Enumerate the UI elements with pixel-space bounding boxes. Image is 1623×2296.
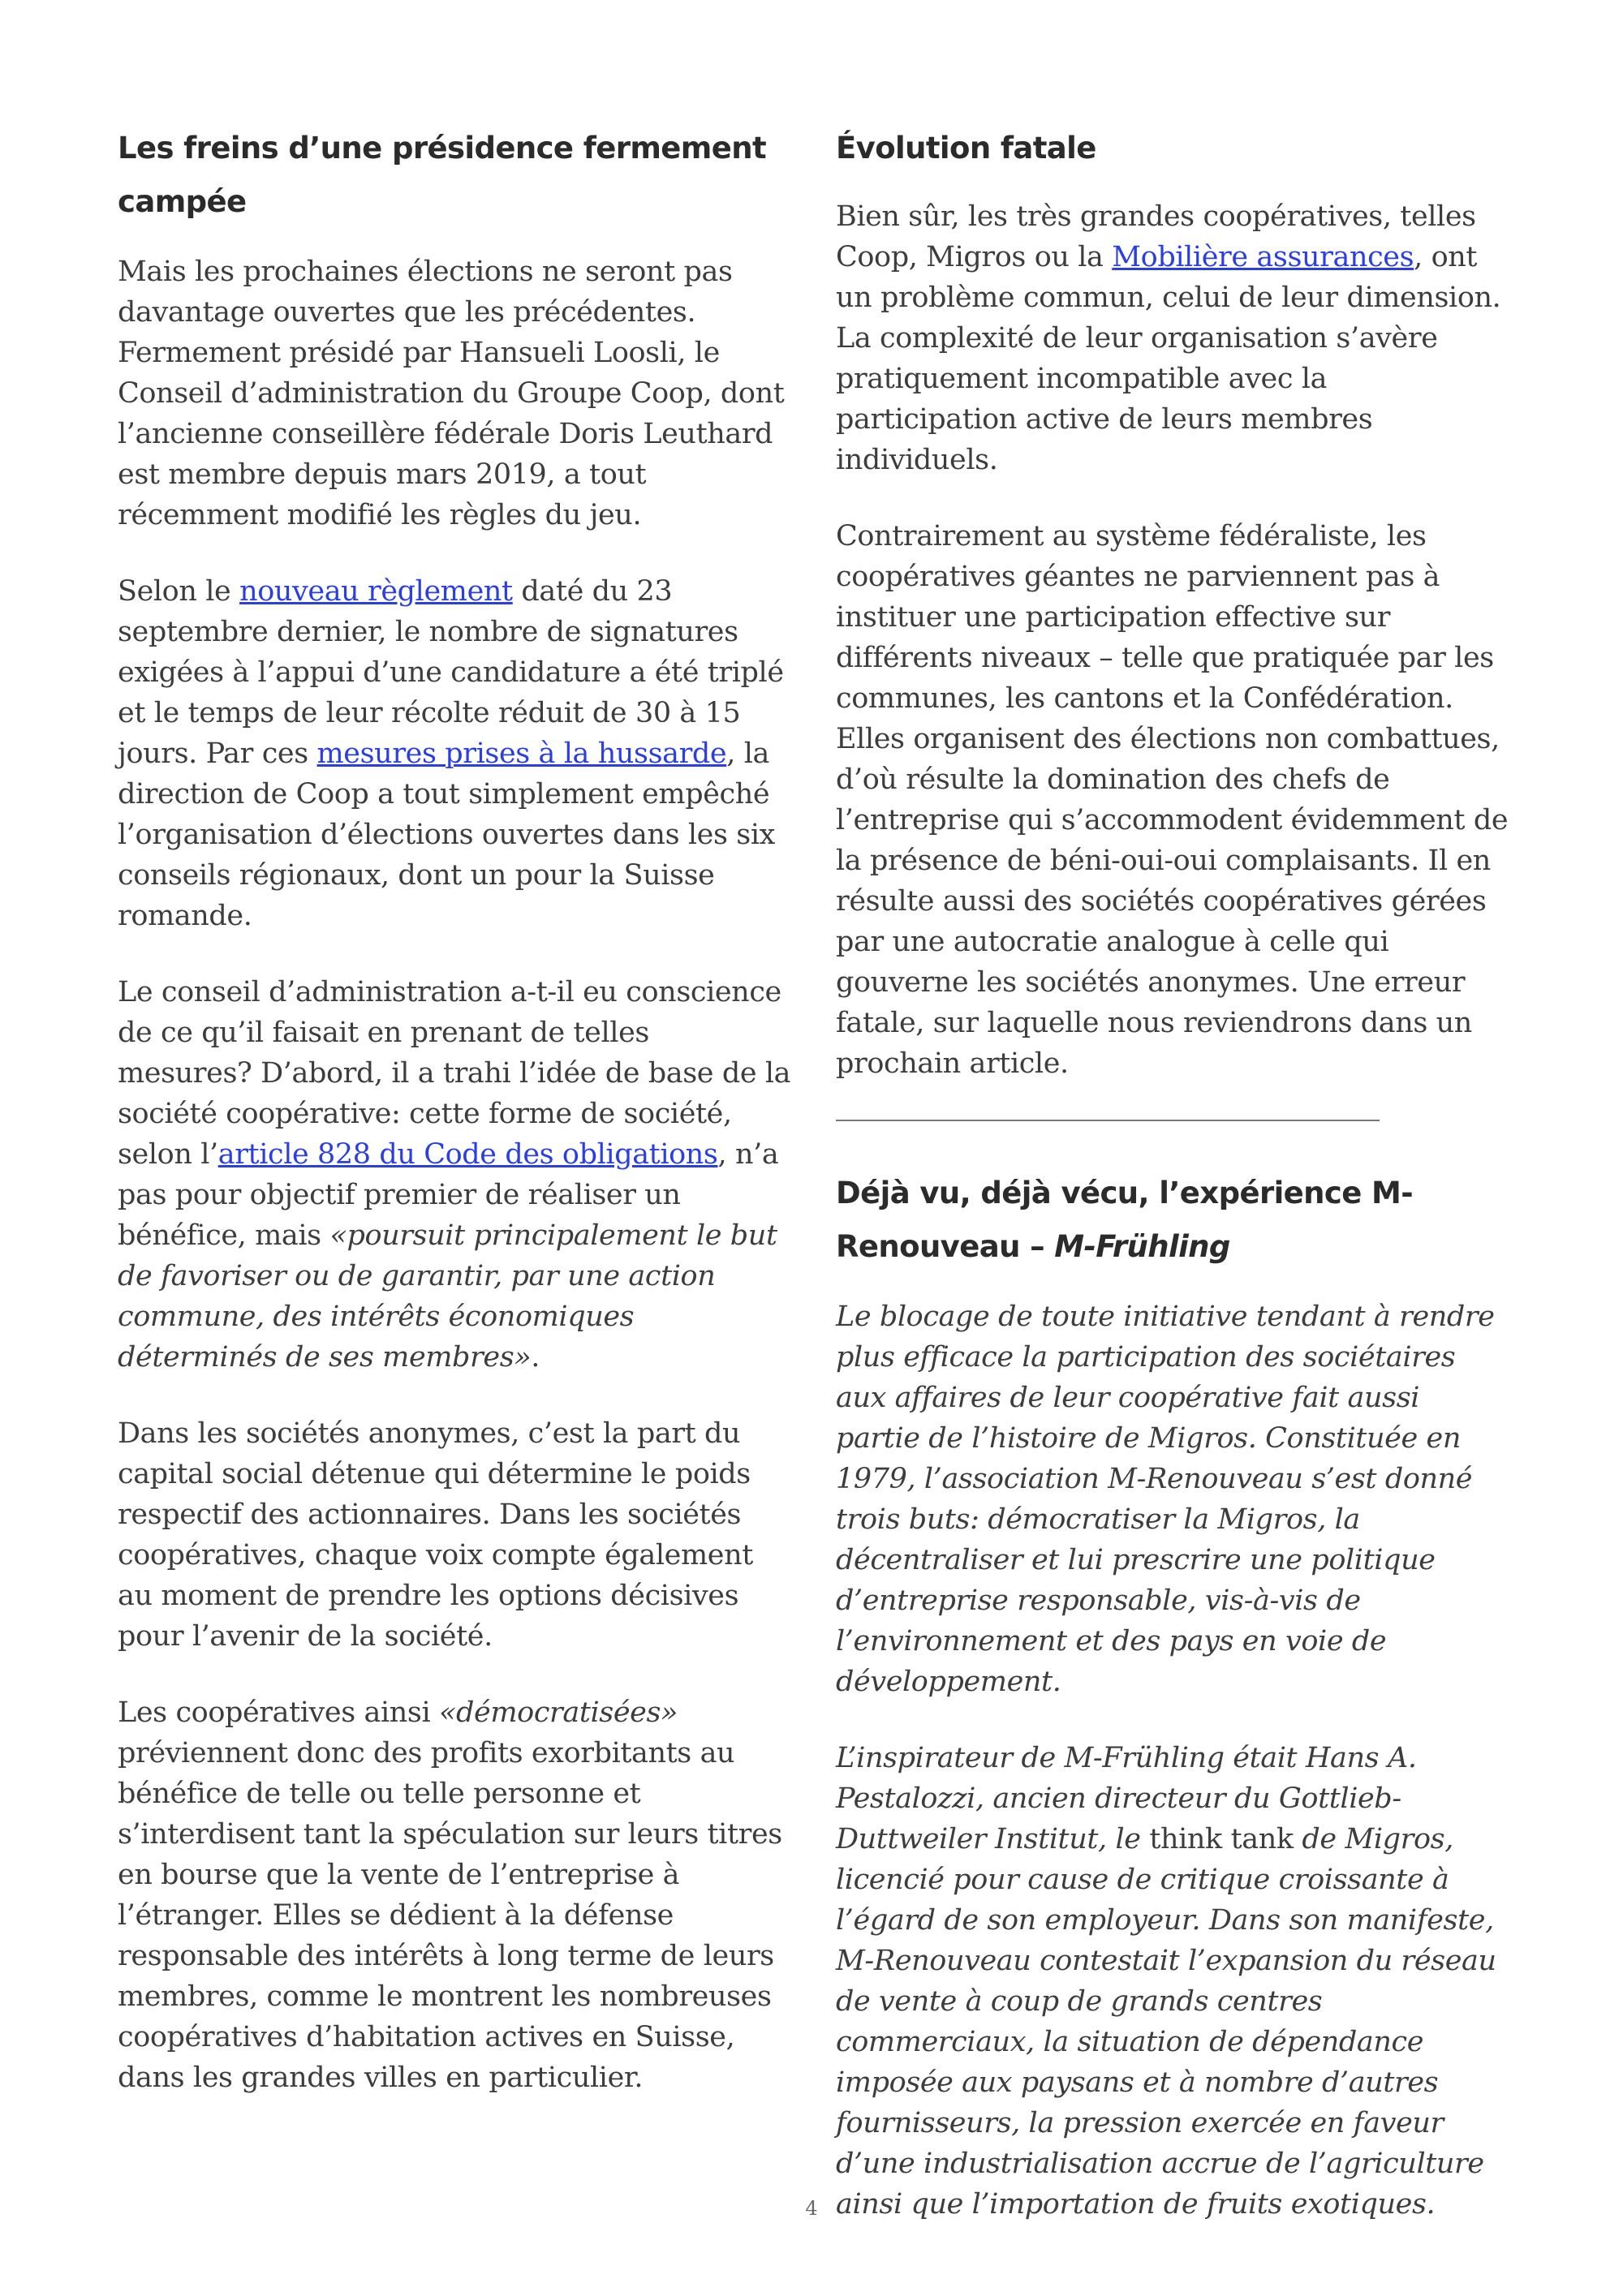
link-article-828[interactable]: article 828 du Code des obligations — [217, 1138, 718, 1171]
section-divider — [836, 1120, 1380, 1121]
section-heading-freins: Les freins d’une présidence fermement campée — [118, 131, 767, 219]
paragraph: Mais les prochaines élections ne seront pas davantage ouvertes que les précédentes. Fermement présidé par Hansueli Loosli, le Conseil d’administration du Groupe Coop, dont l’ancienne conseillère fédérale Doris Leuthard est membre depuis mars 2019, a tout récemment modifié les règles du jeu. — [118, 256, 785, 531]
link-mobiliere-assurances[interactable]: Mobilière assurances — [1112, 241, 1414, 273]
left-column — [118, 122, 791, 2134]
quote-text: «démocratisées» — [439, 1696, 678, 1729]
paragraph: Contrairement au système fédéraliste, les coopératives géantes ne parviennent pas à instituer une participation effective sur différents niveaux – telle que pratiquée par les communes, les cantons et la Confédération. Elles organisent des élections non combattues, d’où résulte la domination des chefs de l’entreprise qui s’accommodent évidemment de la présence de béni-oui-oui complaisants. Il en résulte aussi des sociétés coopératives gérées par une autocratie analogue à celle qui gouverne les sociétés anonymes. Une erreur fatale, sur laquelle nous reviendrons dans un prochain article. — [836, 520, 1509, 1080]
link-mesures-hussarde[interactable]: mesures prises à la hussarde — [316, 737, 727, 770]
roman-term: think tank — [1149, 1823, 1294, 1855]
right-column — [836, 122, 1509, 2260]
paragraph: Les coopératives ainsi «démocratisées» préviennent donc des profits exorbitants au bénéfice de telle ou telle personne et s’interdisent tant la spéculation sur leurs titres en bourse que la vente de l’entreprise à l’étranger. Elles se dédient à la défense responsable des intérêts à long terme de leurs membres, comme le montrent les nombreuses coopératives d’habitation actives en Suisse, dans les grandes villes en particulier. — [118, 1696, 782, 2094]
heading-italic: M-Frühling — [1054, 1229, 1230, 1264]
paragraph: Bien sûr, les très grandes coopératives, telles Coop, Migros ou la Mobilière assurances, ont un problème commun, celui de leur dimension. La complexité de leur organisation s’avère pratiquement incompatible avec la participation active de leurs membres individuels. — [836, 200, 1501, 476]
section-heading-evolution: Évolution fatale — [836, 131, 1096, 166]
paragraph: L’inspirateur de M-Frühling était Hans A. Pestalozzi, ancien directeur du Gottlieb-Duttweiler Institut, le think tank de Migros, licencié pour cause de critique croissante à l’égard de son employeur. Dans son manifeste, M-Renouveau contestait l’expansion du réseau de vente à coup de grands centres commerciaux, la situation de dépendance imposée aux paysans et à nombre d’autres fournisseurs, la pression exercée en faveur d’une industrialisation accrue de l’agriculture ainsi que l’importation de fruits exotiques. — [836, 1742, 1496, 2221]
paragraph: Selon le nouveau règlement daté du 23 septembre dernier, le nombre de signatures exigées à l’appui d’une candidature a été triplé et le temps de leur récolte réduit de 30 à 15 jours. Par ces mesures prises à la hussarde, la direction de Coop a tout simplement empêché l’organisation d’élections ouvertes dans les six conseils régionaux, dont un pour la Suisse romande. — [118, 575, 784, 932]
italic-excerpt — [836, 1296, 1509, 2225]
quote-text: «poursuit principalement le but de favoriser ou de garantir, par une action commune, des intérêts économiques déterminés de ses membres» — [118, 1219, 777, 1374]
link-nouveau-reglement[interactable]: nouveau règlement — [239, 575, 513, 608]
paragraph: Le blocage de toute initiative tendant à rendre plus efficace la participation des sociétaires aux affaires de leur coopérative fait aussi partie de l’histoire de Migros. Constituée en 1979, l’association M-Renouveau s’est donné trois buts: démocratiser la Migros, la décentraliser et lui prescrire une politique d’entreprise responsable, vis-à-vis de l’environnement et des pays en voie de développement. — [836, 1301, 1495, 1698]
section-heading-m-renouveau: Déjà vu, déjà vécu, l’expérience M-Renouveau – M-Frühling — [836, 1176, 1413, 1264]
page-number: 4 — [805, 2197, 818, 2220]
paragraph: Dans les sociétés anonymes, c’est la part du capital social détenue qui détermine le poids respectif des actionnaires. Dans les sociétés coopératives, chaque voix compte également au moment de prendre les options décisives pour l’avenir de la société. — [118, 1417, 753, 1653]
paragraph: Le conseil d’administration a-t-il eu conscience de ce qu’il faisait en prenant de telles mesures? D’abord, il a trahi l’idée de base de la société coopérative: cette forme de société, selon l’article 828 du Code des obligations, n’a pas pour objectif premier de réaliser un bénéfice, mais «poursuit principalement le but de favoriser ou de garantir, par une action commune, des intérêts économiques déterminés de ses membres». — [118, 976, 791, 1374]
